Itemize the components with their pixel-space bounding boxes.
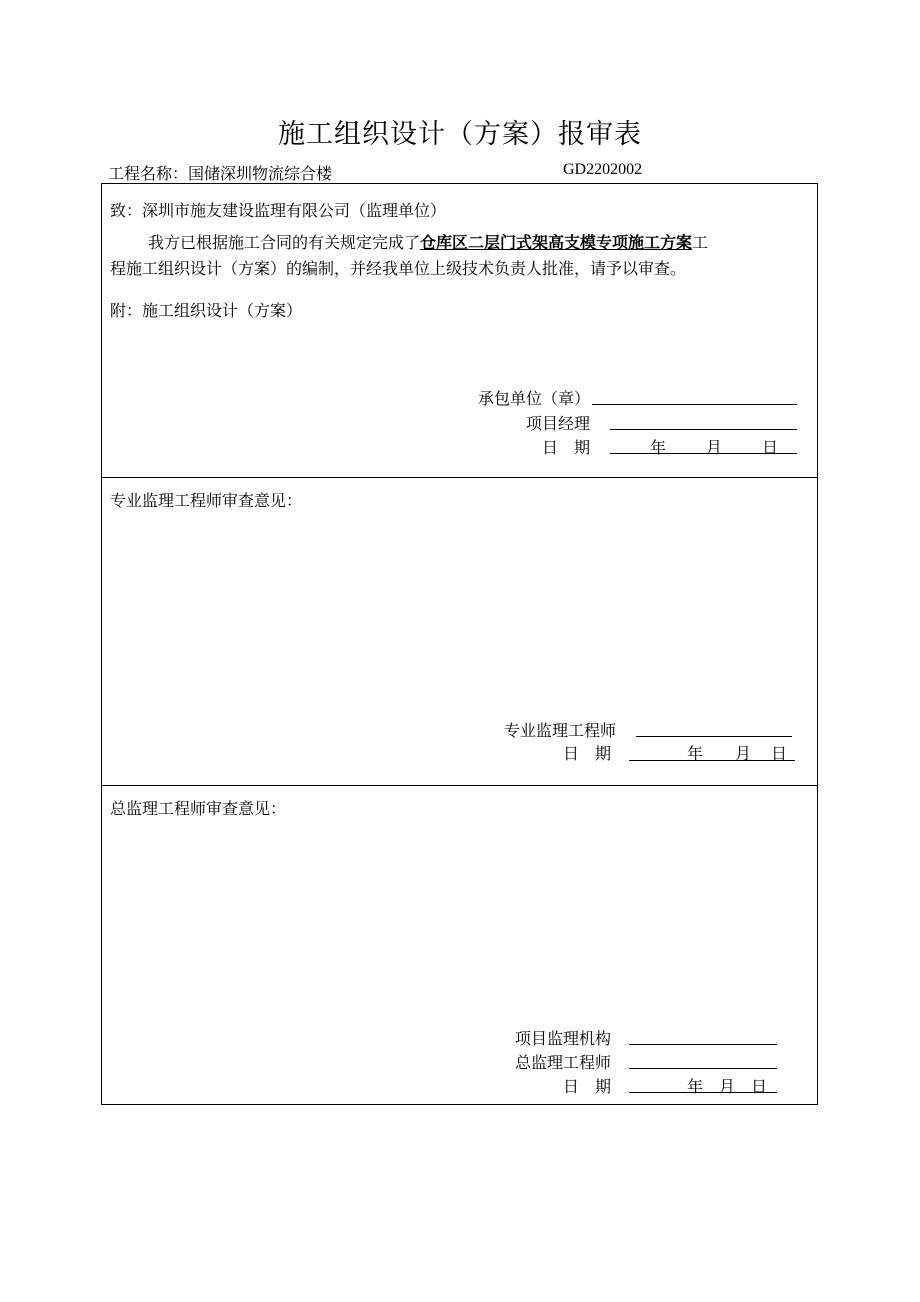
date-row-2 xyxy=(402,741,611,765)
form-title: 施工组织设计（方案）报审表 xyxy=(278,119,642,150)
chief-review-section xyxy=(102,786,817,1104)
engineer-signature-line[interactable] xyxy=(636,716,792,737)
day-label: 日 xyxy=(771,744,788,763)
engineer-review-section xyxy=(102,478,817,786)
chief-row xyxy=(402,1050,611,1074)
date-fields-2 xyxy=(629,741,795,764)
date-fields-1 xyxy=(610,435,797,458)
submission-section xyxy=(102,184,817,478)
attachment-line: 附：施工组织设计（方案） xyxy=(110,301,303,320)
chief-label: 总监理工程师 xyxy=(514,1053,611,1072)
year-label: 年 xyxy=(650,438,667,457)
org-label: 项目监理机构 xyxy=(514,1029,611,1048)
contractor-signature-line[interactable] xyxy=(592,384,797,405)
submission-paragraph-line2: 程施工组织设计（方案）的编制，并经我单位上级技术负责人批准，请予以审查。 xyxy=(110,259,687,278)
contractor-row xyxy=(402,386,590,410)
paragraph-suffix: 工 xyxy=(692,233,709,252)
project-name: 工程名称：国储深圳物流综合楼 xyxy=(108,164,333,183)
year-label: 年 xyxy=(687,1077,704,1096)
date-label-3: 日 期 xyxy=(562,1077,611,1096)
review-form xyxy=(101,183,818,1105)
project-title: 仓库区二层门式架高支模专项施工方案 xyxy=(420,233,693,252)
org-row xyxy=(402,1026,611,1050)
pm-signature-line[interactable] xyxy=(610,409,797,430)
month-label: 月 xyxy=(735,744,752,763)
date-fields-3 xyxy=(629,1074,777,1097)
month-label: 月 xyxy=(706,438,723,457)
day-label: 日 xyxy=(751,1077,768,1096)
paragraph-prefix: 我方已根据施工合同的有关规定完成了 xyxy=(148,233,421,252)
pm-label: 项目经理 xyxy=(525,414,590,433)
chief-signature-line[interactable] xyxy=(629,1048,777,1069)
date-label-1: 日 期 xyxy=(541,438,590,457)
date-label-2: 日 期 xyxy=(562,744,611,763)
engineer-row xyxy=(402,718,616,742)
date-row-3 xyxy=(402,1074,611,1098)
engineer-opinion-label: 专业监理工程师审查意见： xyxy=(110,491,303,510)
month-label: 月 xyxy=(719,1077,736,1096)
year-label: 年 xyxy=(687,744,704,763)
date-row-1 xyxy=(402,435,590,459)
engineer-label: 专业监理工程师 xyxy=(503,721,616,740)
document-code: GD2202002 xyxy=(563,161,643,178)
org-signature-line[interactable] xyxy=(629,1024,777,1045)
submission-paragraph-line1 xyxy=(148,230,708,253)
addressee-line: 致：深圳市施友建设监理有限公司（监理单位） xyxy=(110,201,447,220)
chief-opinion-label: 总监理工程师审查意见： xyxy=(110,799,287,818)
contractor-label: 承包单位（章） xyxy=(477,389,590,408)
day-label: 日 xyxy=(762,438,779,457)
pm-row xyxy=(402,411,590,435)
